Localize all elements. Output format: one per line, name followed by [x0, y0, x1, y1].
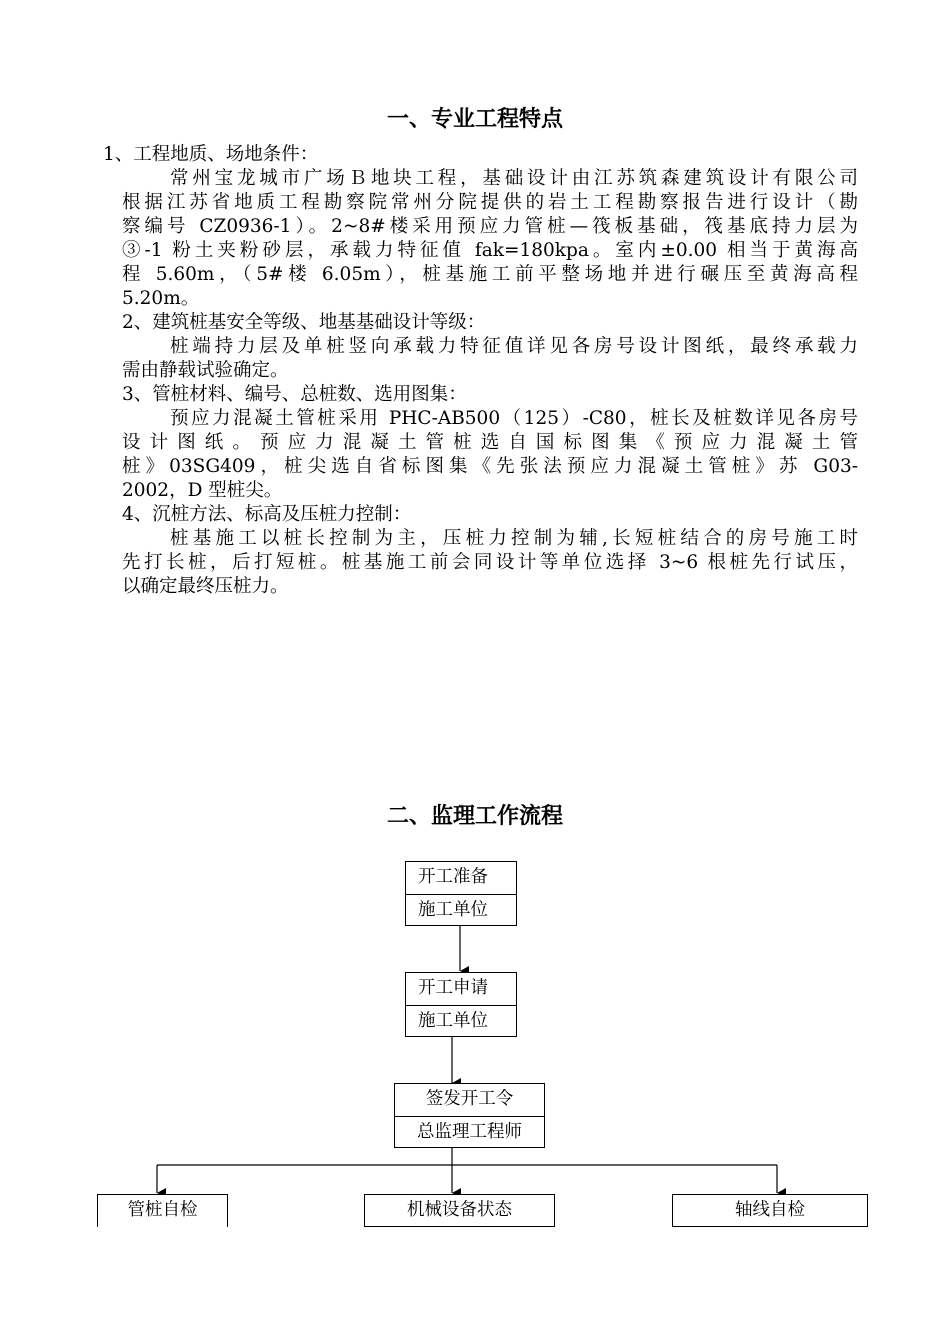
flow-box-actor: 施工单位 — [406, 1005, 516, 1037]
flow-box-start-request — [405, 972, 517, 1037]
body-line: 桩》03SG409，桩尖选自省标图集《先张法预应力混凝土管桩》苏 G03- — [122, 456, 858, 477]
flow-box-label: 机械设备状态 — [407, 1200, 512, 1220]
flow-box-pile-self-check — [97, 1194, 228, 1227]
body-line: 察编号 CZ0936-1）。2~8#楼采用预应力管桩—筏板基础，筏基底持力层为 — [122, 216, 858, 237]
section2-title: 二、监理工作流程 — [386, 804, 563, 829]
flow-box-start-order — [394, 1083, 545, 1148]
body-line: 预应力混凝土管桩采用 PHC-AB500（125）-C80，桩长及桩数详见各房号 — [170, 408, 858, 429]
body-line: 2002，D 型桩尖。 — [122, 480, 283, 501]
flow-box-label: 管桩自检 — [127, 1200, 198, 1220]
paragraph-heading-4: 4、沉桩方法、标高及压桩力控制： — [122, 504, 412, 525]
flow-box-label: 轴线自检 — [735, 1200, 805, 1220]
body-line: 根据江苏省地质工程勘察院常州分院提供的岩土工程勘察报告进行设计（勘 — [122, 192, 858, 213]
body-line: 桩端持力层及单桩竖向承载力特征值详见各房号设计图纸，最终承载力 — [170, 336, 858, 357]
body-line: 设 计 图 纸 。 预 应 力 混 凝 土 管 桩 选 自 国 标 图 集 《 预 应 力 混 凝 土 管 — [122, 432, 858, 453]
body-line: 以确定最终压桩力。 — [122, 576, 289, 597]
body-line: 先打长桩，后打短桩。桩基施工前会同设计等单位选择 3~6 根桩先行试压， — [122, 552, 858, 573]
body-line: 5.20m。 — [122, 288, 200, 309]
body-line: 桩基施工以桩长控制为主，压桩力控制为辅,长短桩结合的房号施工时 — [170, 528, 858, 549]
flow-box-task: 开工申请 — [418, 978, 488, 998]
section1-title: 一、专业工程特点 — [386, 107, 563, 132]
paragraph-heading-3: 3、管桩材料、编号、总桩数、选用图集： — [122, 384, 467, 405]
flow-box-actor: 总监理工程师 — [395, 1116, 544, 1148]
flow-box-task: 签发开工令 — [425, 1089, 514, 1109]
body-line: 程 5.60m，（5#楼 6.05m），桩基施工前平整场地并进行碾压至黄海高程 — [122, 264, 858, 285]
flow-box-start-prep — [405, 861, 517, 926]
body-line: 需由静载试验确定。 — [122, 360, 289, 381]
flow-box-actor: 施工单位 — [406, 894, 516, 926]
flow-box-machinery-status — [364, 1194, 555, 1227]
paragraph-heading-1: 1、工程地质、场地条件： — [103, 144, 319, 165]
body-line: 常州宝龙城市广场Ｂ地块工程，基础设计由江苏筑森建筑设计有限公司 — [170, 168, 858, 189]
flow-box-task: 开工准备 — [418, 867, 488, 887]
paragraph-heading-2: 2、建筑桩基安全等级、地基基础设计等级： — [122, 312, 486, 333]
body-line: ③-1 粉土夹粉砂层，承载力特征值 fak=180kpa。室内±0.00 相当于黄海高 — [122, 240, 858, 261]
flow-box-axis-self-check — [672, 1194, 868, 1227]
